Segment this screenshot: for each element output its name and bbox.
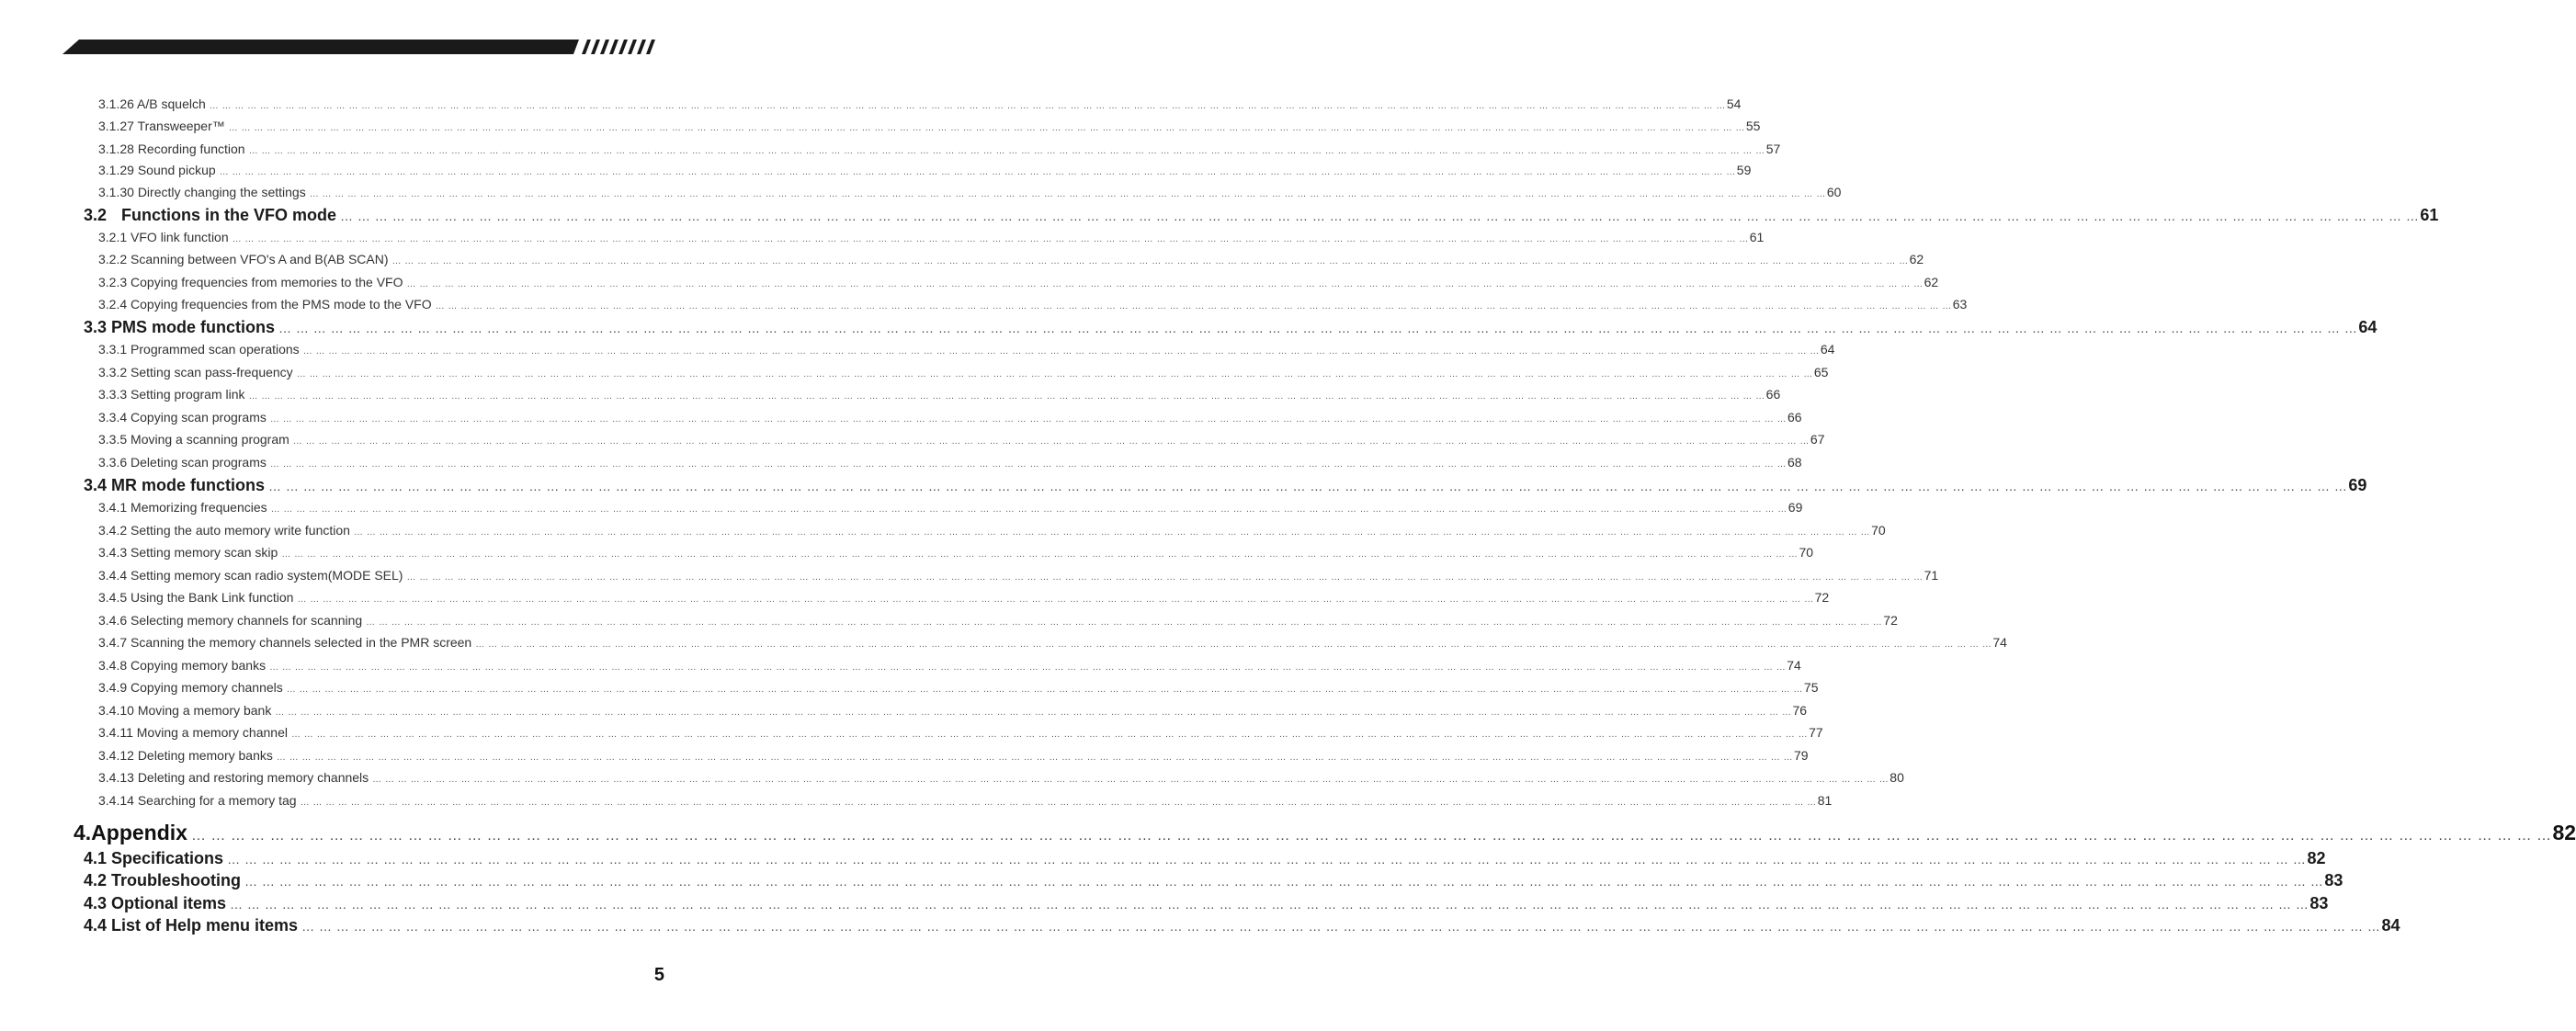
toc-entry-page: 74: [1992, 635, 2007, 650]
toc-leader-dots: … … … … … … … … … … … … … … … … … … … … … … … … … … … … … … … … … … … … … … … … … … … … … … … … … … … … … … … … … … … … … … … … … … … … … … … … … … … … … … … … … … … … … … … … … … … … … … … … … … … … … … … … … … … … … … … … … … … … … … … …: [228, 123, 1745, 133]
toc-entry[interactable]: [98, 297, 1968, 312]
toc-entry[interactable]: [98, 252, 1924, 266]
toc-entry-title: 3.4.13 Deleting and restoring memory channels: [98, 770, 369, 785]
toc-entry[interactable]: [84, 318, 2377, 337]
toc-entry-page: 83: [2324, 871, 2343, 889]
toc-entry[interactable]: [98, 500, 1803, 515]
toc-leader-dots: … … … … … … … … … … … … … … … … … … … … … … … … … … … … … … … … … … … … … … … … … … … … … … … … … … … … … … … … … … … … … … … … … … … … … … … … … … … … … … … … … … … … … … … … … … … … … … … … … … … … … … … … … … … … … … … … … … … … … … … …: [309, 189, 1826, 199]
toc-entry-title: 3.1.29 Sound pickup: [98, 163, 216, 177]
toc-entry-title: 3.3.5 Moving a scanning program: [98, 432, 289, 447]
toc-leader-dots: … … … … … … … … … … … … … … … … … … … … … … … … … … … … … … … … … … … … … … … … … … … … … … … … … … … … … … … … … … … … … … … … … … … … … … … … … … … … … … … … … … … … … … … … … … … … … … … … … … … … … … … … … … … … … … … … … … … … … … … …: [248, 146, 1765, 156]
toc-entry-title: 3.4.2 Setting the auto memory write function: [98, 523, 350, 538]
toc-entry-page: 70: [1871, 523, 1886, 538]
toc-leader-dots: … … … … … … … … … … … … … … … … … … … … … … … … … … … … … … … … … … … … … … … … … … … … … … … … … … … … … … … … … … … … … … … … … … … … … … … … … … … … … … … … … … … … … … … … … … … … … … … … … … … … … … … … … … … … … … … … … … … … … … … …: [301, 919, 2381, 934]
toc-leader-dots: … … … … … … … … … … … … … … … … … … … … … … … … … … … … … … … … … … … … … … … … … … … … … … … … … … … … … … … … … … … … … … … … … … … … … … … … … … … … … … … … … … … … … … … … … … … … … … … … … … … … … … … … … … … … … … … … … … … … … … … …: [232, 234, 1749, 244]
toc-entry[interactable]: [98, 230, 1765, 244]
toc-entry-page: 59: [1736, 163, 1752, 177]
toc-entry-page: 64: [1820, 342, 1835, 357]
toc-leader-dots: … … … … … … … … … … … … … … … … … … … … … … … … … … … … … … … … … … … … … … … … … … … … … … … … … … … … … … … … … … … … … … … … … … … … … … … … … … … … … … … … … … … … … … … … … … … … … … … … … … … … … … … … … … … … … … … … … … … … … … … …: [406, 279, 1923, 289]
toc-leader-dots: … … … … … … … … … … … … … … … … … … … … … … … … … … … … … … … … … … … … … … … … … … … … … … … … … … … … … … … … … … … … … … … … … … … … … … … … … … … … … … … … … … … … … … … … … … … … … … … … … … … … … … … … … … … … … … … … … … … … … … … …: [219, 167, 1736, 177]
toc-entry-page: 69: [1787, 500, 1803, 515]
toc-entry-page: 71: [1923, 568, 1939, 583]
toc-leader-dots: … … … … … … … … … … … … … … … … … … … … … … … … … … … … … … … … … … … … … … … … … … … … … … … … … … … … … … … … … … … … … … … … … … … … … … … … … … … … … … … … … … … … … … … … … … … … … … … … … … … … … … … … … … … … … … … … … … … … … … … …: [278, 321, 2358, 335]
toc-entry-page: 62: [1923, 275, 1939, 289]
toc-entry[interactable]: [98, 590, 1830, 605]
toc-entry-title: 3.3.3 Setting program link: [98, 387, 245, 402]
toc-entry-title: 3.4.12 Deleting memory banks: [98, 748, 273, 763]
toc-entry[interactable]: [98, 365, 1829, 380]
toc-entry-page: 66: [1787, 410, 1802, 425]
toc-entry-page: 79: [1794, 748, 1809, 763]
toc-leader-dots: … … … … … … … … … … … … … … … … … … … … … … … … … … … … … … … … … … … … … … … … … … … … … … … … … … … … … … … … … … … … … … … … … … … … … … … … … … … … … … … … … … … … … … … … … … … … … … … … … … … … … … … … … … … … … … … … … … … … … … … …: [286, 685, 1803, 695]
toc-leader-dots: … … … … … … … … … … … … … … … … … … … … … … … … … … … … … … … … … … … … … … … … … … … … … … … … … … … … … … … … … … … … … … … … … … … … … … … … … … … … … … … … … … … … … … … … … … … … … … … … … … … … … … … … … … … … … … … … … … … … … … … …: [190, 828, 2552, 844]
toc-entry-title: 3.4.5 Using the Bank Link function: [98, 590, 294, 605]
toc-entry-page: 74: [1787, 658, 1801, 673]
toc-entry[interactable]: [98, 703, 1808, 718]
header-band: [0, 0, 725, 64]
toc-entry-page: 65: [1813, 365, 1829, 380]
toc-entry-title: 3.4.9 Copying memory channels: [98, 680, 283, 695]
toc-entry[interactable]: [98, 680, 1819, 695]
toc-entry-page: 68: [1787, 455, 1802, 470]
toc-entry[interactable]: [84, 849, 2326, 868]
toc-leader-dots: … … … … … … … … … … … … … … … … … … … … … … … … … … … … … … … … … … … … … … … … … … … … … … … … … … … … … … … … … … … … … … … … … … … … … … … … … … … … … … … … … … … … … … … … … … … … … … … … … … … … … … … … … … … … … … … … … … … … … … … …: [275, 708, 1792, 718]
toc-leader-dots: … … … … … … … … … … … … … … … … … … … … … … … … … … … … … … … … … … … … … … … … … … … … … … … … … … … … … … … … … … … … … … … … … … … … … … … … … … … … … … … … … … … … … … … … … … … … … … … … … … … … … … … … … … … … … … … … … … … … … … … …: [392, 256, 1909, 266]
toc-leader-dots: … … … … … … … … … … … … … … … … … … … … … … … … … … … … … … … … … … … … … … … … … … … … … … … … … … … … … … … … … … … … … … … … … … … … … … … … … … … … … … … … … … … … … … … … … … … … … … … … … … … … … … … … … … … … … … … … … … … … … … … …: [372, 775, 1889, 785]
toc-entry[interactable]: [98, 96, 1742, 111]
toc-entry-title: 4.Appendix: [74, 821, 187, 844]
toc-leader-dots: … … … … … … … … … … … … … … … … … … … … … … … … … … … … … … … … … … … … … … … … … … … … … … … … … … … … … … … … … … … … … … … … … … … … … … … … … … … … … … … … … … … … … … … … … … … … … … … … … … … … … … … … … … … … … … … … … … … … … … … …: [290, 730, 1809, 740]
toc-entry[interactable]: [98, 635, 2007, 650]
toc-entry-title: 3.4.3 Setting memory scan skip: [98, 545, 278, 560]
toc-entry-title: 3.3.6 Deleting scan programs: [98, 455, 267, 470]
toc-entry[interactable]: [84, 916, 2400, 935]
toc-leader-dots: … … … … … … … … … … … … … … … … … … … … … … … … … … … … … … … … … … … … … … … … … … … … … … … … … … … … … … … … … … … … … … … … … … … … … … … … … … … … … … … … … … … … … … … … … … … … … … … … … … … … … … … … … … … … … … … … … … … … … … … …: [281, 549, 1799, 560]
toc-entry[interactable]: [98, 748, 1809, 763]
toc-entry-title: 3.4 MR mode functions: [84, 476, 266, 494]
toc-entry-page: 76: [1792, 703, 1808, 718]
toc-leader-dots: … … … … … … … … … … … … … … … … … … … … … … … … … … … … … … … … … … … … … … … … … … … … … … … … … … … … … … … … … … … … … … … … … … … … … … … … … … … … … … … … … … … … … … … … … … … … … … … … … … … … … … … … … … … … … … … … … … … … … … … …: [297, 595, 1814, 605]
toc-entry-title: 3.4.6 Selecting memory channels for scanning: [98, 613, 363, 628]
toc-entry-page: 63: [1952, 297, 1968, 312]
toc-leader-dots: … … … … … … … … … … … … … … … … … … … … … … … … … … … … … … … … … … … … … … … … … … … … … … … … … … … … … … … … … … … … … … … … … … … … … … … … … … … … … … … … … … … … … … … … … … … … … … … … … … … … … … … … … … … … … … … … … … … … … … … …: [230, 897, 2309, 912]
toc-entry-page: 67: [1810, 432, 1825, 447]
toc-entry-page: 66: [1765, 387, 1781, 402]
toc-entry[interactable]: [98, 568, 1939, 583]
toc-entry[interactable]: [98, 613, 1898, 628]
toc-entry[interactable]: [84, 476, 2367, 495]
page-number: 5: [653, 965, 664, 985]
toc-leader-dots: … … … … … … … … … … … … … … … … … … … … … … … … … … … … … … … … … … … … … … … … … … … … … … … … … … … … … … … … … … … … … … … … … … … … … … … … … … … … … … … … … … … … … … … … … … … … … … … … … … … … … … … … … … … … … … … … … … … … … … … …: [270, 504, 1787, 515]
toc-entry[interactable]: [98, 163, 1752, 177]
toc-entry-title: 3.4.8 Copying memory banks: [98, 658, 267, 673]
toc-entry-title: 3.3.4 Copying scan programs: [98, 410, 267, 425]
toc-leader-dots: … … … … … … … … … … … … … … … … … … … … … … … … … … … … … … … … … … … … … … … … … … … … … … … … … … … … … … … … … … … … … … … … … … … … … … … … … … … … … … … … … … … … … … … … … … … … … … … … … … … … … … … … … … … … … … … … … … … … … … … …: [300, 798, 1817, 808]
toc-entry[interactable]: [98, 432, 1825, 447]
toc-entry[interactable]: [98, 725, 1823, 740]
toc-entry[interactable]: [98, 410, 1802, 425]
toc-entry-page: 54: [1726, 96, 1742, 111]
toc-entry-page: 61: [2420, 206, 2439, 224]
toc-entry-page: 70: [1799, 545, 1814, 560]
toc-entry-page: 83: [2309, 894, 2329, 912]
toc-leader-dots: … … … … … … … … … … … … … … … … … … … … … … … … … … … … … … … … … … … … … … … … … … … … … … … … … … … … … … … … … … … … … … … … … … … … … … … … … … … … … … … … … … … … … … … … … … … … … … … … … … … … … … … … … … … … … … … … … … … … … … … …: [475, 640, 1992, 650]
toc-entry[interactable]: [98, 119, 1761, 133]
toc-entry-page: 60: [1826, 185, 1842, 199]
toc-entry[interactable]: [98, 545, 1814, 560]
toc-entry[interactable]: [98, 275, 1939, 289]
toc-entry-title: 3.1.27 Transweeper™: [98, 119, 225, 133]
toc-entry-page: 82: [2552, 821, 2576, 844]
toc-entry[interactable]: [98, 770, 1904, 785]
toc-entry[interactable]: [98, 342, 1835, 357]
toc-entry-title: 3.1.26 A/B squelch: [98, 96, 206, 111]
toc-entry-title: 3.3.1 Programmed scan operations: [98, 342, 300, 357]
toc-entry-page: 82: [2307, 849, 2326, 867]
toc-entry-title: 3.4.10 Moving a memory bank: [98, 703, 272, 718]
toc-entry-page: 69: [2348, 476, 2367, 494]
toc-leader-dots: … … … … … … … … … … … … … … … … … … … … … … … … … … … … … … … … … … … … … … … … … … … … … … … … … … … … … … … … … … … … … … … … … … … … … … … … … … … … … … … … … … … … … … … … … … … … … … … … … … … … … … … … … … … … … … … … … … … … … … … …: [366, 617, 1883, 628]
toc-leader-dots: … … … … … … … … … … … … … … … … … … … … … … … … … … … … … … … … … … … … … … … … … … … … … … … … … … … … … … … … … … … … … … … … … … … … … … … … … … … … … … … … … … … … … … … … … … … … … … … … … … … … … … … … … … … … … … … … … … … … … … … …: [353, 527, 1871, 538]
toc-entry-title: 3.1.28 Recording function: [98, 142, 245, 156]
toc-entry-page: 77: [1809, 725, 1823, 740]
toc-entry-title: 3.3.2 Setting scan pass-frequency: [98, 365, 293, 380]
toc-entry-page: 84: [2381, 916, 2400, 935]
toc-entry-title: 4.4 List of Help menu items: [84, 916, 299, 935]
toc-leader-dots: … … … … … … … … … … … … … … … … … … … … … … … … … … … … … … … … … … … … … … … … … … … … … … … … … … … … … … … … … … … … … … … … … … … … … … … … … … … … … … … … … … … … … … … … … … … … … … … … … … … … … … … … … … … … … … … … … … … … … … … …: [209, 101, 1726, 111]
toc-entry-title: 3.2.2 Scanning between VFO's A and B(AB SCAN): [98, 252, 389, 266]
toc-entry-page: 62: [1909, 252, 1924, 266]
toc-entry-page: 57: [1765, 142, 1781, 156]
toc-entry-title: 3.4.14 Searching for a memory tag: [98, 793, 297, 808]
toc-leader-dots: … … … … … … … … … … … … … … … … … … … … … … … … … … … … … … … … … … … … … … … … … … … … … … … … … … … … … … … … … … … … … … … … … … … … … … … … … … … … … … … … … … … … … … … … … … … … … … … … … … … … … … … … … … … … … … … … … … … … … … … …: [406, 572, 1923, 583]
toc-leader-dots: … … … … … … … … … … … … … … … … … … … … … … … … … … … … … … … … … … … … … … … … … … … … … … … … … … … … … … … … … … … … … … … … … … … … … … … … … … … … … … … … … … … … … … … … … … … … … … … … … … … … … … … … … … … … … … … … … … … … … … … …: [244, 874, 2324, 889]
toc-entry-title: 3.2.1 VFO link function: [98, 230, 229, 244]
toc-leader-dots: … … … … … … … … … … … … … … … … … … … … … … … … … … … … … … … … … … … … … … … … … … … … … … … … … … … … … … … … … … … … … … … … … … … … … … … … … … … … … … … … … … … … … … … … … … … … … … … … … … … … … … … … … … … … … … … … … … … … … … … …: [435, 301, 1952, 312]
toc-entry[interactable]: [98, 658, 1801, 673]
toc-entry[interactable]: [74, 821, 2576, 845]
toc-leader-dots: … … … … … … … … … … … … … … … … … … … … … … … … … … … … … … … … … … … … … … … … … … … … … … … … … … … … … … … … … … … … … … … … … … … … … … … … … … … … … … … … … … … … … … … … … … … … … … … … … … … … … … … … … … … … … … … … … … … … … … … …: [292, 436, 1810, 447]
toc-entry[interactable]: [98, 387, 1781, 402]
toc-entry[interactable]: [84, 206, 2439, 225]
toc-leader-dots: … … … … … … … … … … … … … … … … … … … … … … … … … … … … … … … … … … … … … … … … … … … … … … … … … … … … … … … … … … … … … … … … … … … … … … … … … … … … … … … … … … … … … … … … … … … … … … … … … … … … … … … … … … … … … … … … … … … … … … … …: [248, 391, 1765, 402]
toc-entry-title: 3.4.4 Setting memory scan radio system(MODE SEL): [98, 568, 403, 583]
toc-entry-title: 4.1 Specifications: [84, 849, 224, 867]
toc-entry-page: 81: [1817, 793, 1833, 808]
toc-leader-dots: … … … … … … … … … … … … … … … … … … … … … … … … … … … … … … … … … … … … … … … … … … … … … … … … … … … … … … … … … … … … … … … … … … … … … … … … … … … … … … … … … … … … … … … … … … … … … … … … … … … … … … … … … … … … … … … … … … … … … … … …: [269, 663, 1787, 673]
toc-entry-title: 4.2 Troubleshooting: [84, 871, 242, 889]
toc-entry-page: 72: [1814, 590, 1830, 605]
toc-entry-title: 3.4.1 Memorizing frequencies: [98, 500, 267, 515]
toc-leader-dots: … … … … … … … … … … … … … … … … … … … … … … … … … … … … … … … … … … … … … … … … … … … … … … … … … … … … … … … … … … … … … … … … … … … … … … … … … … … … … … … … … … … … … … … … … … … … … … … … … … … … … … … … … … … … … … … … … … … … … … … …: [268, 479, 2348, 493]
toc-entry[interactable]: [98, 185, 1842, 199]
toc-entry-title: 3.4.7 Scanning the memory channels selected in the PMR screen: [98, 635, 472, 650]
toc-entry-title: 3.1.30 Directly changing the settings: [98, 185, 306, 199]
toc-entry-title: 3.2.3 Copying frequencies from memories to the VFO: [98, 275, 403, 289]
toc-entry-page: 64: [2358, 318, 2377, 336]
toc-entry-page: 72: [1883, 613, 1898, 628]
toc-entry-title: 3.2.4 Copying frequencies from the PMS mode to the VFO: [98, 297, 432, 312]
toc-entry[interactable]: [84, 894, 2329, 913]
toc-leader-dots: … … … … … … … … … … … … … … … … … … … … … … … … … … … … … … … … … … … … … … … … … … … … … … … … … … … … … … … … … … … … … … … … … … … … … … … … … … … … … … … … … … … … … … … … … … … … … … … … … … … … … … … … … … … … … … … … … … … … … … … …: [276, 753, 1793, 763]
toc-leader-dots: … … … … … … … … … … … … … … … … … … … … … … … … … … … … … … … … … … … … … … … … … … … … … … … … … … … … … … … … … … … … … … … … … … … … … … … … … … … … … … … … … … … … … … … … … … … … … … … … … … … … … … … … … … … … … … … … … … … … … … … …: [296, 369, 1813, 380]
toc-leader-dots: … … … … … … … … … … … … … … … … … … … … … … … … … … … … … … … … … … … … … … … … … … … … … … … … … … … … … … … … … … … … … … … … … … … … … … … … … … … … … … … … … … … … … … … … … … … … … … … … … … … … … … … … … … … … … … … … … … … … … … … …: [269, 459, 1787, 470]
toc-entry-page: 80: [1889, 770, 1904, 785]
toc-entry-page: 61: [1749, 230, 1765, 244]
toc-leader-dots: … … … … … … … … … … … … … … … … … … … … … … … … … … … … … … … … … … … … … … … … … … … … … … … … … … … … … … … … … … … … … … … … … … … … … … … … … … … … … … … … … … … … … … … … … … … … … … … … … … … … … … … … … … … … … … … … … … … … … … … …: [227, 852, 2307, 867]
toc-entry-title: 3.3 PMS mode functions: [84, 318, 276, 336]
toc-entry-page: 55: [1745, 119, 1761, 133]
toc-leader-dots: … … … … … … … … … … … … … … … … … … … … … … … … … … … … … … … … … … … … … … … … … … … … … … … … … … … … … … … … … … … … … … … … … … … … … … … … … … … … … … … … … … … … … … … … … … … … … … … … … … … … … … … … … … … … … … … … … … … … … … … …: [302, 346, 1820, 357]
toc-entry[interactable]: [98, 523, 1886, 538]
toc-entry[interactable]: [98, 793, 1833, 808]
toc-entry-title: 3.2 Functions in the VFO mode: [84, 206, 337, 224]
toc-entry[interactable]: [98, 455, 1802, 470]
toc-leader-dots: … … … … … … … … … … … … … … … … … … … … … … … … … … … … … … … … … … … … … … … … … … … … … … … … … … … … … … … … … … … … … … … … … … … … … … … … … … … … … … … … … … … … … … … … … … … … … … … … … … … … … … … … … … … … … … … … … … … … … … … …: [340, 209, 2420, 223]
toc-leader-dots: … … … … … … … … … … … … … … … … … … … … … … … … … … … … … … … … … … … … … … … … … … … … … … … … … … … … … … … … … … … … … … … … … … … … … … … … … … … … … … … … … … … … … … … … … … … … … … … … … … … … … … … … … … … … … … … … … … … … … … … …: [269, 414, 1787, 425]
toc-entry-title: 4.3 Optional items: [84, 894, 227, 912]
toc-entry-page: 75: [1803, 680, 1819, 695]
toc-entry-title: 3.4.11 Moving a memory channel: [98, 725, 288, 740]
toc-entry[interactable]: [98, 142, 1781, 156]
toc-entry[interactable]: [84, 871, 2343, 890]
